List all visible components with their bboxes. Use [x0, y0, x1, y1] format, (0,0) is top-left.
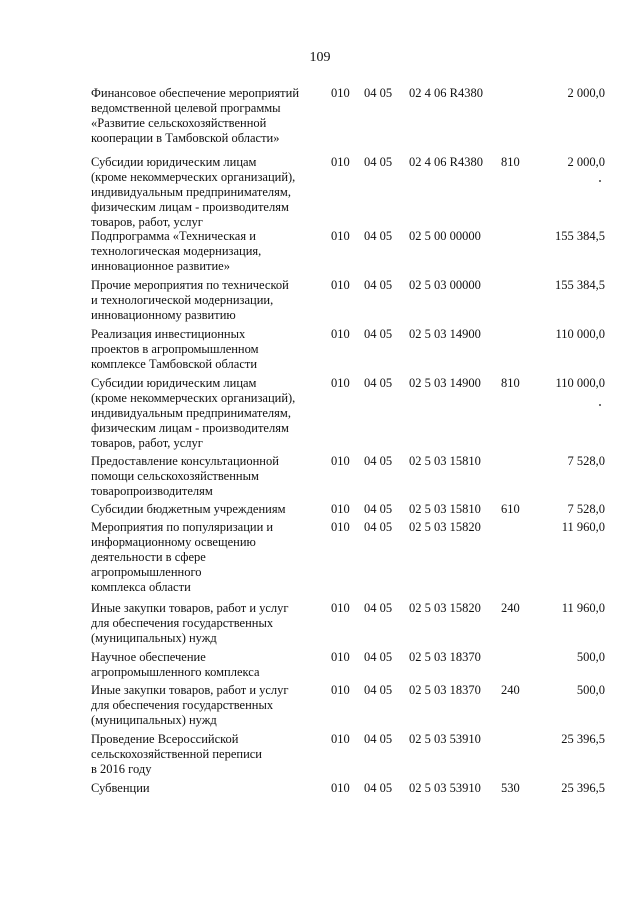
row-name [91, 327, 321, 372]
subsection-code: 04 05 [364, 376, 393, 390]
target-article-code: 02 5 03 18370 [409, 650, 481, 664]
section-code: 010 [331, 454, 350, 468]
subsection-code: 04 05 [364, 781, 393, 795]
target-article-code: 02 5 00 00000 [409, 229, 481, 243]
row-name-line: Субсидии юридическим лицам [91, 376, 257, 390]
scan-speck [599, 180, 601, 182]
section-code: 010 [331, 520, 350, 534]
subsection-code: 04 05 [364, 155, 393, 169]
amount: 25 396,5 [561, 732, 605, 746]
row-name-line: Проведение Всероссийской [91, 732, 239, 746]
row-name-line: Научное обеспечение [91, 650, 206, 664]
row-name-line: Финансовое обеспечение мероприятий [91, 86, 300, 100]
row-name-line: индивидуальным предпринимателям, [91, 185, 291, 199]
row-name [91, 454, 321, 499]
target-article-code: 02 5 03 53910 [409, 732, 481, 746]
row-name-line: (кроме некоммерческих организаций), [91, 170, 296, 184]
subsection-code: 04 05 [364, 86, 393, 100]
row-name-line: комплексе Тамбовской области [91, 357, 258, 371]
row-name-line: (муниципальных) нужд [91, 713, 217, 727]
row-name [91, 86, 321, 146]
scan-speck [599, 404, 601, 406]
row-name-line: товаров, работ, услуг [91, 215, 203, 229]
subsection-code: 04 05 [364, 327, 393, 341]
amount: 2 000,0 [567, 86, 605, 100]
row-name-line: инновационное развитие» [91, 259, 230, 273]
section-code: 010 [331, 650, 350, 664]
subsection-code: 04 05 [364, 732, 393, 746]
section-code: 010 [331, 732, 350, 746]
target-article-code: 02 5 03 15820 [409, 601, 481, 615]
amount: 500,0 [576, 650, 605, 664]
target-article-code: 02 5 03 14900 [409, 376, 481, 390]
row-name-line: Прочие мероприятия по технической [91, 278, 289, 292]
row-name [91, 732, 321, 777]
row-name-line: агропромышленного [91, 565, 202, 579]
row-name-line: Субсидии юридическим лицам [91, 155, 257, 169]
row-name [91, 601, 321, 646]
section-code: 010 [331, 229, 350, 243]
subsection-code: 04 05 [364, 502, 393, 516]
target-article-code: 02 5 03 00000 [409, 278, 481, 292]
expense-type-code: 810 [501, 155, 520, 169]
row-name-line: Иные закупки товаров, работ и услуг [91, 683, 289, 697]
section-code: 010 [331, 502, 350, 516]
row-name [91, 278, 321, 323]
row-name-line: физическим лицам - производителям [91, 421, 289, 435]
row-name-line: технологическая модернизация, [91, 244, 262, 258]
amount: 2 000,0 [567, 155, 605, 169]
amount: 11 960,0 [561, 601, 605, 615]
row-name-line: товаров, работ, услуг [91, 436, 203, 450]
row-name-line: Мероприятия по популяризации и [91, 520, 274, 534]
target-article-code: 02 5 03 53910 [409, 781, 481, 795]
row-name-line: в 2016 году [91, 762, 152, 776]
row-name [91, 229, 321, 274]
section-code: 010 [331, 278, 350, 292]
row-name-line: «Развитие сельскохозяйственной [91, 116, 267, 130]
row-name-line: комплекса области [91, 580, 191, 594]
row-name-line: ведомственной целевой программы [91, 101, 281, 115]
section-code: 010 [331, 327, 350, 341]
target-article-code: 02 5 03 15820 [409, 520, 481, 534]
amount: 110 000,0 [555, 376, 605, 390]
row-name-line: сельскохозяйственной переписи [91, 747, 262, 761]
row-name-line: агропромышленного комплекса [91, 665, 260, 679]
amount: 7 528,0 [567, 454, 605, 468]
amount: 25 396,5 [561, 781, 605, 795]
row-name [91, 376, 321, 451]
target-article-code: 02 5 03 14900 [409, 327, 481, 341]
section-code: 010 [331, 601, 350, 615]
row-name [91, 502, 321, 517]
row-name-line: деятельности в сфере [91, 550, 206, 564]
subsection-code: 04 05 [364, 229, 393, 243]
row-name-line: помощи сельскохозяйственным [91, 469, 259, 483]
section-code: 010 [331, 376, 350, 390]
amount: 7 528,0 [567, 502, 605, 516]
expense-type-code: 240 [501, 601, 520, 615]
amount: 500,0 [576, 683, 605, 697]
section-code: 010 [331, 683, 350, 697]
subsection-code: 04 05 [364, 650, 393, 664]
row-name-line: (муниципальных) нужд [91, 631, 217, 645]
section-code: 010 [331, 155, 350, 169]
row-name-line: для обеспечения государственных [91, 698, 274, 712]
subsection-code: 04 05 [364, 601, 393, 615]
expense-type-code: 610 [501, 502, 520, 516]
amount: 110 000,0 [555, 327, 605, 341]
row-name-line: (кроме некоммерческих организаций), [91, 391, 296, 405]
target-article-code: 02 5 03 15810 [409, 502, 481, 516]
row-name-line: Иные закупки товаров, работ и услуг [91, 601, 289, 615]
row-name-line: для обеспечения государственных [91, 616, 274, 630]
row-name-line: инновационному развитию [91, 308, 236, 322]
row-name-line: и технологической модернизации, [91, 293, 274, 307]
page-number: 109 [309, 50, 331, 65]
row-name-line: Субсидии бюджетным учреждениям [91, 502, 286, 516]
target-article-code: 02 5 03 18370 [409, 683, 481, 697]
row-name-line: проектов в агропромышленном [91, 342, 259, 356]
row-name [91, 683, 321, 728]
row-name [91, 650, 321, 680]
row-name-line: Предоставление консультационной [91, 454, 279, 468]
expense-type-code: 240 [501, 683, 520, 697]
expense-type-code: 810 [501, 376, 520, 390]
target-article-code: 02 4 06 R4380 [409, 155, 483, 169]
row-name [91, 520, 321, 595]
subsection-code: 04 05 [364, 454, 393, 468]
section-code: 010 [331, 86, 350, 100]
row-name-line: Реализация инвестиционных [91, 327, 246, 341]
row-name-line: Подпрограмма «Техническая и [91, 229, 256, 243]
expense-type-code: 530 [501, 781, 520, 795]
amount: 155 384,5 [555, 278, 605, 292]
row-name-line: Субвенции [91, 781, 150, 795]
amount: 155 384,5 [555, 229, 605, 243]
subsection-code: 04 05 [364, 278, 393, 292]
subsection-code: 04 05 [364, 520, 393, 534]
row-name-line: товаропроизводителям [91, 484, 213, 498]
row-name-line: физическим лицам - производителям [91, 200, 289, 214]
row-name [91, 155, 321, 230]
row-name-line: индивидуальным предпринимателям, [91, 406, 291, 420]
row-name [91, 781, 321, 796]
section-code: 010 [331, 781, 350, 795]
row-name-line: информационному освещению [91, 535, 256, 549]
target-article-code: 02 4 06 R4380 [409, 86, 483, 100]
row-name-line: кооперации в Тамбовской области» [91, 131, 280, 145]
amount: 11 960,0 [561, 520, 605, 534]
target-article-code: 02 5 03 15810 [409, 454, 481, 468]
subsection-code: 04 05 [364, 683, 393, 697]
